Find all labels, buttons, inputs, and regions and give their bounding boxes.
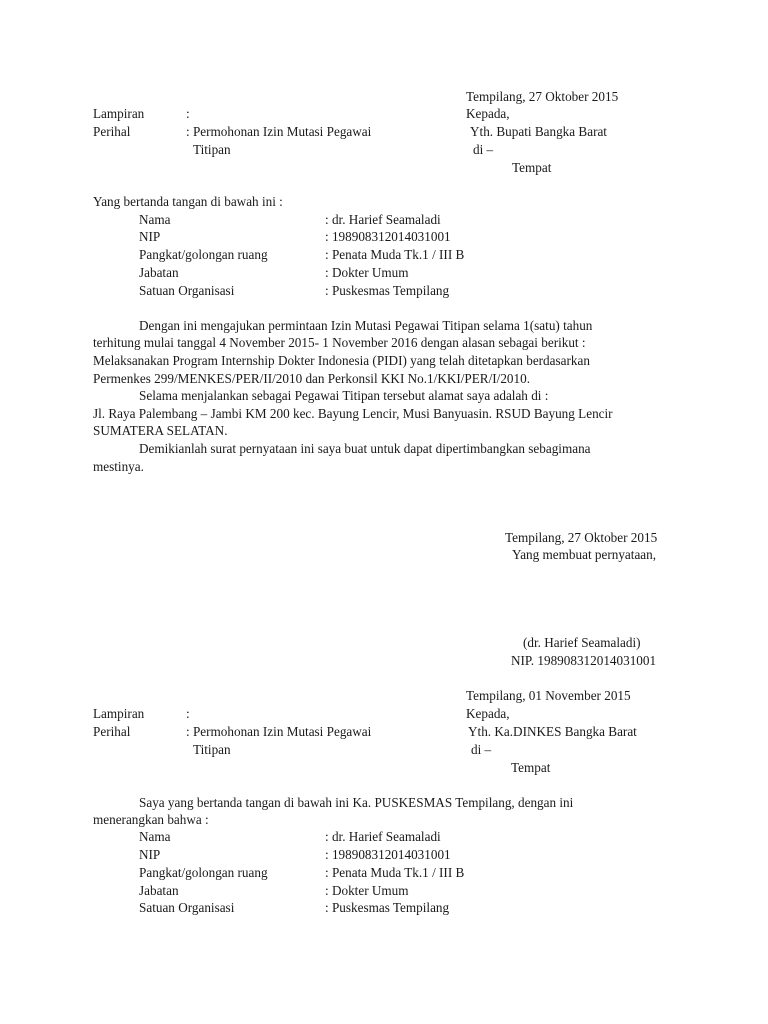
letter2-lampiran-label: Lampiran — [93, 706, 145, 721]
letter2-field-label-nip: NIP — [139, 847, 161, 862]
letter2-perihal-label: Perihal — [93, 724, 131, 739]
letter1-field-value-jabatan: : Dokter Umum — [325, 265, 409, 280]
letter1-sign-nip: NIP. 198908312014031001 — [511, 653, 657, 668]
letter1-field-label-satuan: Satuan Organisasi — [139, 283, 235, 298]
letter2-kepada: Kepada, — [466, 706, 510, 721]
letter2-perihal-value: : Permohonan Izin Mutasi Pegawai — [186, 724, 372, 739]
letter1-field-value-satuan: : Puskesmas Tempilang — [325, 283, 450, 298]
letter1-sign-title: Yang membuat pernyataan, — [512, 547, 657, 562]
letter1-para2-line3: SUMATERA SELATAN. — [93, 423, 228, 438]
letter1-sign-name: (dr. Harief Seamaladi) — [523, 635, 641, 650]
letter1-perihal-value: : Permohonan Izin Mutasi Pegawai — [186, 124, 372, 139]
letter2-tempat: Tempat — [511, 760, 551, 775]
letter1-field-label-nama: Nama — [139, 212, 171, 227]
letter1-para3-line2: mestinya. — [93, 459, 144, 474]
letter1-date: Tempilang, 27 Oktober 2015 — [466, 89, 619, 104]
letter2-field-label-satuan: Satuan Organisasi — [139, 900, 235, 915]
letter1-recipient: Yth. Bupati Bangka Barat — [470, 124, 607, 139]
letter1-sign-date: Tempilang, 27 Oktober 2015 — [505, 530, 658, 545]
letter1-lampiran-colon: : — [186, 106, 190, 121]
letter1-intro: Yang bertanda tangan di bawah ini : — [93, 194, 283, 209]
letter1-perihal-label: Perihal — [93, 124, 131, 139]
letter2-field-label-jabatan: Jabatan — [139, 883, 179, 898]
letter2-field-label-pangkat: Pangkat/golongan ruang — [139, 865, 268, 880]
letter2-date: Tempilang, 01 November 2015 — [466, 688, 631, 703]
letter2-di: di – — [471, 742, 492, 757]
letter1-para1-line2: terhitung mulai tanggal 4 November 2015- 1 November 2016 dengan alasan sebagai berikut : — [93, 335, 586, 350]
letter1-para1-line4: Permenkes 299/MENKES/PER/II/2010 dan Perkonsil KKI No.1/KKI/PER/I/2010. — [93, 371, 530, 386]
letter1-field-label-jabatan: Jabatan — [139, 265, 179, 280]
letter1-kepada: Kepada, — [466, 106, 510, 121]
letter1-field-label-nip: NIP — [139, 229, 161, 244]
letter1-di: di – — [473, 142, 494, 157]
letter1-para1-line1: Dengan ini mengajukan permintaan Izin Mutasi Pegawai Titipan selama 1(satu) tahun — [139, 318, 593, 333]
letter1-field-value-nama: : dr. Harief Seamaladi — [325, 212, 441, 227]
letter2-field-value-jabatan: : Dokter Umum — [325, 883, 409, 898]
letter2-field-label-nama: Nama — [139, 829, 171, 844]
letter1-para1-line3: Melaksanakan Program Internship Dokter Indonesia (PIDI) yang telah ditetapkan berdasarkan — [93, 353, 590, 368]
letter2-perihal-value-cont: Titipan — [193, 742, 231, 757]
letter2-field-value-nip: : 198908312014031001 — [325, 847, 451, 862]
letter2-field-value-pangkat: : Penata Muda Tk.1 / III B — [325, 865, 465, 880]
letter2-field-value-nama: : dr. Harief Seamaladi — [325, 829, 441, 844]
letter2-intro-line1: Saya yang bertanda tangan di bawah ini Ka. PUSKESMAS Tempilang, dengan ini — [139, 795, 574, 810]
letter2-lampiran-colon: : — [186, 706, 190, 721]
letter2-field-value-satuan: : Puskesmas Tempilang — [325, 900, 450, 915]
letter1-field-value-pangkat: : Penata Muda Tk.1 / III B — [325, 247, 465, 262]
letter2-recipient: Yth. Ka.DINKES Bangka Barat — [468, 724, 637, 739]
letter1-para2-line1: Selama menjalankan sebagai Pegawai Titipan tersebut alamat saya adalah di : — [139, 388, 549, 403]
letter1-lampiran-label: Lampiran — [93, 106, 145, 121]
letter1-field-value-nip: : 198908312014031001 — [325, 229, 451, 244]
letter1-para3-line1: Demikianlah surat pernyataan ini saya buat untuk dapat dipertimbangkan sebagimana — [139, 441, 591, 456]
letter1-perihal-value-cont: Titipan — [193, 142, 231, 157]
letter1-para2-line2: Jl. Raya Palembang – Jambi KM 200 kec. Bayung Lencir, Musi Banyuasin. RSUD Bayung Lencir — [93, 406, 613, 421]
letter2-intro-line2: menerangkan bahwa : — [93, 812, 209, 827]
letter1-tempat: Tempat — [512, 160, 552, 175]
letter1-field-label-pangkat: Pangkat/golongan ruang — [139, 247, 268, 262]
